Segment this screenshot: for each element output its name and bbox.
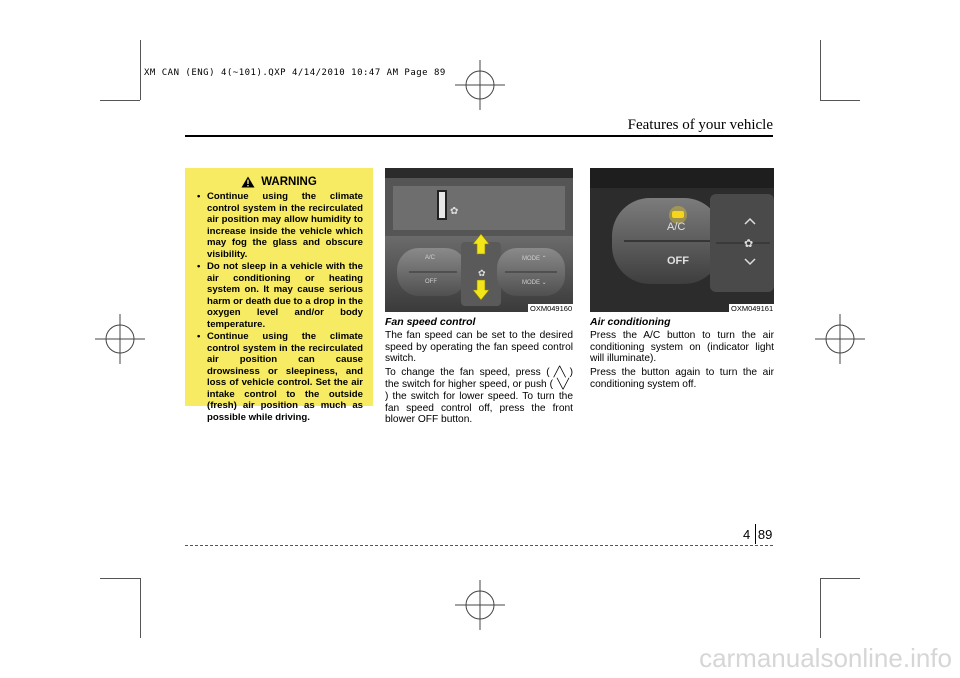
fan-speed-paragraph: The fan speed can be set to the desired speed by operating the fan speed control switch. <box>385 329 573 365</box>
figure1-caption: OXM049160 <box>530 304 573 313</box>
fig2-label-ac: A/C <box>667 221 686 233</box>
fig1-label-ac: A/C <box>425 255 436 261</box>
svg-text:✿: ✿ <box>478 269 486 279</box>
fan-text-c: ) the switch for lower speed. To turn the fan speed control off, press the front blower OFF button. <box>385 390 573 426</box>
chevron-up-icon: ╱╲ <box>553 367 566 379</box>
warning-triangle-icon <box>241 176 255 188</box>
fig1-label-mode-up: MODE ⌃ <box>522 256 547 262</box>
warning-item: • Continue using the climate control system in the recirculated air position may allow humidity to increase inside the vehicle which may fog the glass and obscure visibility. <box>195 191 363 260</box>
warning-list <box>195 191 363 423</box>
ac-heading: Air conditioning <box>590 316 671 328</box>
registration-mark-bottom <box>455 580 505 630</box>
crop-mark <box>820 100 860 101</box>
crop-mark <box>140 40 141 100</box>
fan-text-b: ) the switch for higher speed, or push ( <box>385 367 573 390</box>
fan-text-a: To change the fan speed, press ( <box>385 367 550 379</box>
fan-speed-instructions <box>385 367 573 426</box>
ac-paragraph-1: Press the A/C button to turn the air conditioning system on (indicator light will illuminate). <box>590 329 774 365</box>
page-number-value: 89 <box>757 527 773 542</box>
warning-heading <box>195 176 363 188</box>
page-number <box>743 527 772 542</box>
header-rule <box>185 135 773 137</box>
crop-mark <box>820 578 821 638</box>
air-conditioning-section <box>590 317 774 393</box>
warning-item: • Do not sleep in a vehicle with the air conditioning or heating system on. It may cause serious harm or death due to a drop in the oxygen level and/or body temperature. <box>195 261 363 330</box>
crop-mark <box>820 578 860 579</box>
registration-mark-right <box>815 314 865 364</box>
chevron-down-icon: ╲╱ <box>556 378 570 390</box>
registration-mark-left <box>95 314 145 364</box>
ac-control-photo <box>590 168 774 312</box>
fig2-label-off: OFF <box>667 255 689 267</box>
fan-speed-heading: Fan speed control <box>385 316 476 328</box>
fig1-mode-up-text: MODE <box>522 256 540 262</box>
warning-box <box>185 168 373 423</box>
ac-paragraph-2: Press the button again to turn the air conditioning system off. <box>590 367 774 390</box>
fig1-label-mode-down: MODE ⌄ <box>522 280 547 286</box>
fan-control-illustration <box>385 168 573 312</box>
chapter-number: 4 <box>743 527 751 542</box>
crop-mark <box>140 578 141 638</box>
svg-text:✿: ✿ <box>450 206 459 217</box>
fig1-label-off: OFF <box>425 279 437 285</box>
crop-mark <box>820 40 821 100</box>
page-number-divider <box>755 524 756 544</box>
crop-mark <box>100 578 140 579</box>
warning-title: WARNING <box>261 176 317 188</box>
warning-item: • Continue using the climate control system in the recirculated air position can cause drowsiness or sleepiness, and loss of vehicle control. Set the air intake control to the outside (fresh) air position as much as possible while driving. <box>195 331 363 423</box>
fan-speed-section <box>385 317 573 428</box>
figure2-caption: OXM049161 <box>731 304 774 313</box>
watermark[interactable]: carmanualsonline.info <box>699 643 952 673</box>
fig1-mode-down-text: MODE <box>522 280 540 286</box>
fan-control-photo <box>385 168 573 312</box>
registration-mark-top <box>455 60 505 110</box>
section-title: Features of your vehicle <box>627 117 773 133</box>
file-stamp: XM CAN (ENG) 4(~101).QXP 4/14/2010 10:47 AM Page 89 <box>144 68 446 78</box>
footer-rule <box>185 545 773 546</box>
crop-mark <box>100 100 140 101</box>
svg-text:✿: ✿ <box>744 237 754 250</box>
ac-control-illustration <box>590 168 774 312</box>
